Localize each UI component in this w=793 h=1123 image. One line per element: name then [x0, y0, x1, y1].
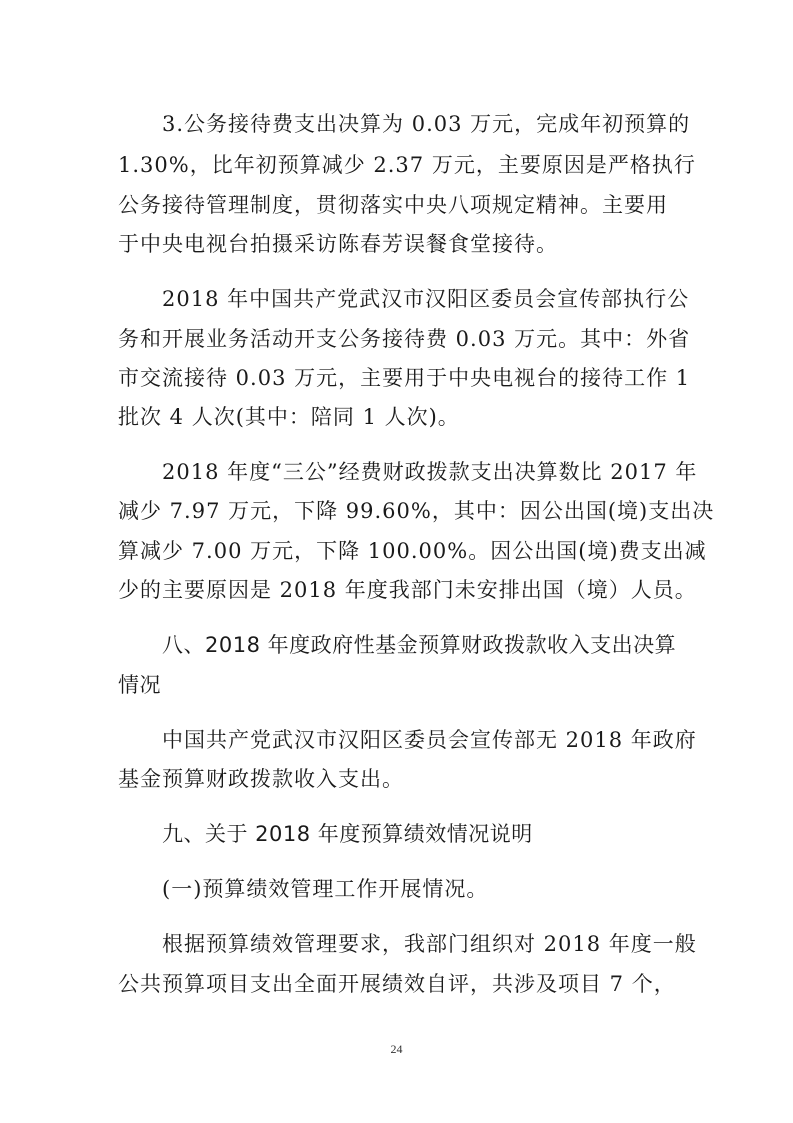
paragraph-4-line-1: 中国共产党武汉市汉阳区委员会宣传部无 2018 年政府 [162, 728, 697, 752]
paragraph-3-line-1: 2018 年度“三公”经费财政拨款支出决算数比 2017 年 [162, 460, 698, 484]
section-heading-9: 九、关于 2018 年度预算绩效情况说明 [162, 822, 533, 846]
paragraph-1-line-3: 公务接待管理制度，贯彻落实中央八项规定精神。主要用 [118, 193, 668, 217]
paragraph-3-line-4: 少的主要原因是 2018 年度我部门未安排出国（境）人员。 [118, 578, 697, 602]
paragraph-1-line-1: 3.公务接待费支出决算为 0.03 万元，完成年初预算的 [162, 112, 691, 136]
subsection-heading-1: (一)预算绩效管理工作开展情况。 [162, 877, 489, 901]
paragraph-4-line-2: 基金预算财政拨款收入支出。 [118, 767, 404, 791]
paragraph-3-line-3: 算减少 7.00 万元，下降 100.00%。因公出国(境)费支出减 [118, 539, 707, 563]
paragraph-1-line-2: 1.30%，比年初预算减少 2.37 万元，主要原因是严格执行 [118, 153, 696, 177]
paragraph-3-line-2: 减少 7.97 万元，下降 99.60%，其中：因公出国(境)支出决 [118, 499, 715, 523]
paragraph-1-line-4: 于中央电视台拍摄采访陈春芳误餐食堂接待。 [118, 232, 558, 256]
paragraph-2-line-3: 市交流接待 0.03 万元，主要用于中央电视台的接待工作 1 [118, 366, 691, 390]
section-heading-8-line-2: 情况 [118, 673, 161, 697]
page-number: 24 [390, 1042, 403, 1056]
paragraph-2-line-4: 批次 4 人次(其中：陪同 1 人次)。 [118, 405, 460, 429]
paragraph-5-line-1: 根据预算绩效管理要求，我部门组织对 2018 年度一般 [162, 932, 697, 956]
paragraph-5-line-2: 公共预算项目支出全面开展绩效自评，共涉及项目 7 个， [118, 972, 676, 996]
paragraph-2-line-1: 2018 年中国共产党武汉市汉阳区委员会宣传部执行公 [162, 287, 690, 311]
paragraph-2-line-2: 务和开展业务活动开支公务接待费 0.03 万元。其中：外省 [118, 327, 691, 351]
section-heading-8-line-1: 八、2018 年度政府性基金预算财政拨款收入支出决算 [162, 633, 677, 657]
